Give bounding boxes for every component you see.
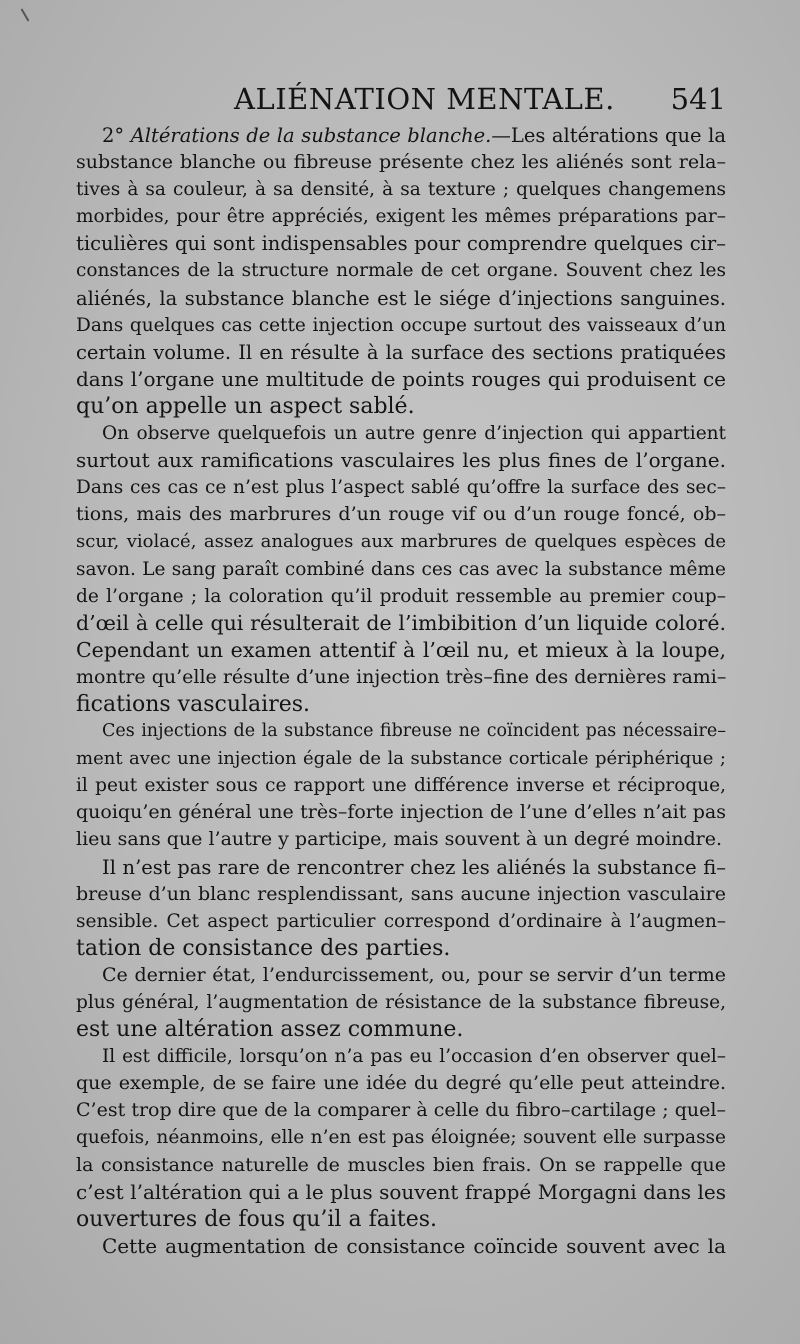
text-line: la consistance naturelle de muscles bien frais. On se rappelle que (76, 1153, 726, 1176)
text-line: ment avec une injection égale de la substance corticale périphérique ; (76, 748, 726, 770)
text-line: morbides, pour être appréciés, exigent les mêmes préparations par– (76, 206, 726, 228)
text-line: dans l’organe une multitude de points rouges qui produisent ce (76, 366, 726, 391)
text-line: ticulières qui sont indispensables pour comprendre quelques cir– (76, 232, 726, 256)
text-line: de l’organe ; la coloration qu’il produit ressemble au premier coup– (76, 585, 726, 607)
paragraph-start-line: Il n’est pas rare de rencontrer chez les aliénés la substance fi– (102, 855, 726, 879)
text-line: quoiqu’en général une très–forte injection de l’une d’elles n’ait pas (76, 801, 726, 824)
text-line: Cependant un examen attentif à l’œil nu, et mieux à la loupe, (76, 637, 726, 662)
text-line: fications vasculaires. (76, 691, 311, 717)
text-line: il peut exister sous ce rapport une différence inverse et réciproque, (76, 775, 726, 797)
text-line: qu’on appelle un aspect sablé. (76, 393, 415, 419)
section-title: Altérations de la substance blanche. (130, 124, 492, 147)
page-number: 541 (670, 82, 726, 116)
text-line: d’œil à celle qui résulterait de l’imbibition d’un liquide coloré. (76, 610, 726, 635)
text-line: C’est trop dire que de la comparer à celle du fibro–cartilage ; quel– (76, 1099, 726, 1122)
paragraph-start-line: On observe quelquefois un autre genre d’injection qui appartient (102, 423, 726, 445)
text-line: savon. Le sang paraît combiné dans ces cas avec la substance même (76, 558, 726, 580)
text-line: lieu sans que l’autre y participe, mais souvent à un degré moindre. (76, 828, 723, 851)
text-line: ouvertures de fous qu’il a faites. (76, 1206, 438, 1232)
paragraph-start-line: Cette augmentation de consistance coïncide souvent avec la (102, 1233, 726, 1258)
ink-mark (21, 8, 30, 21)
text-line: scur, violacé, assez analogues aux marbrures de quelques espèces de (76, 531, 726, 553)
section-heading-line (76, 122, 726, 149)
text-line: c’est l’altération qui a le plus souvent frappé Morgagni dans les (76, 1179, 726, 1204)
text-line: Les altérations que la (510, 124, 726, 147)
text-line: tives à sa couleur, à sa densité, à sa texture ; quelques changemens (76, 179, 726, 201)
paragraph-start-line: Ces injections de la substance fibreuse ne coïncident pas nécessaire– (102, 721, 726, 742)
text-line: Dans quelques cas cette injection occupe surtout des vaisseaux d’un (76, 314, 726, 336)
section-number: 2° (102, 124, 125, 147)
text-line: constances de la structure normale de cet organe. Souvent chez les (76, 260, 726, 282)
text-line: est une altération assez commune. (76, 1017, 464, 1043)
text-line: tions, mais des marbrures d’un rouge vif ou d’un rouge foncé, ob– (76, 503, 726, 526)
text-line: substance blanche ou fibreuse présente chez les aliénés sont rela– (76, 151, 726, 174)
text-line: sensible. Cet aspect particulier correspond d’ordinaire à l’augmen– (76, 910, 726, 932)
text-line: aliénés, la substance blanche est le siége d’injections sanguines. (76, 286, 726, 310)
body-text (76, 122, 726, 1260)
text-line: tation de consistance des parties. (76, 935, 451, 961)
running-title: ALIÉNATION MENTALE. (234, 82, 615, 116)
text-line: quefois, néanmoins, elle n’en est pas éloignée; souvent elle surpasse (76, 1127, 726, 1149)
text-line: surtout aux ramifications vasculaires les plus fines de l’organe. (76, 448, 726, 473)
text-line: Dans ces cas ce n’est plus l’aspect sablé qu’offre la surface des sec– (76, 477, 726, 499)
text-line: que exemple, de se faire une idée du degré qu’elle peut atteindre. (76, 1072, 726, 1095)
text-line: plus général, l’augmentation de résistance de la substance fibreuse, (76, 992, 726, 1013)
text-line: certain volume. Il en résulte à la surface des sections pratiquées (76, 340, 726, 364)
paragraph-start-line: Il est difficile, lorsqu’on n’a pas eu l’occasion d’en observer quel– (102, 1046, 726, 1068)
page-header (76, 82, 726, 122)
paragraph-start-line: Ce dernier état, l’endurcissement, ou, pour se servir d’un terme (102, 963, 726, 986)
text-line: montre qu’elle résulte d’une injection très–fine des dernières rami– (76, 665, 727, 688)
text-line: breuse d’un blanc resplendissant, sans aucune injection vasculaire (76, 882, 726, 905)
heading-dash: — (491, 124, 511, 147)
